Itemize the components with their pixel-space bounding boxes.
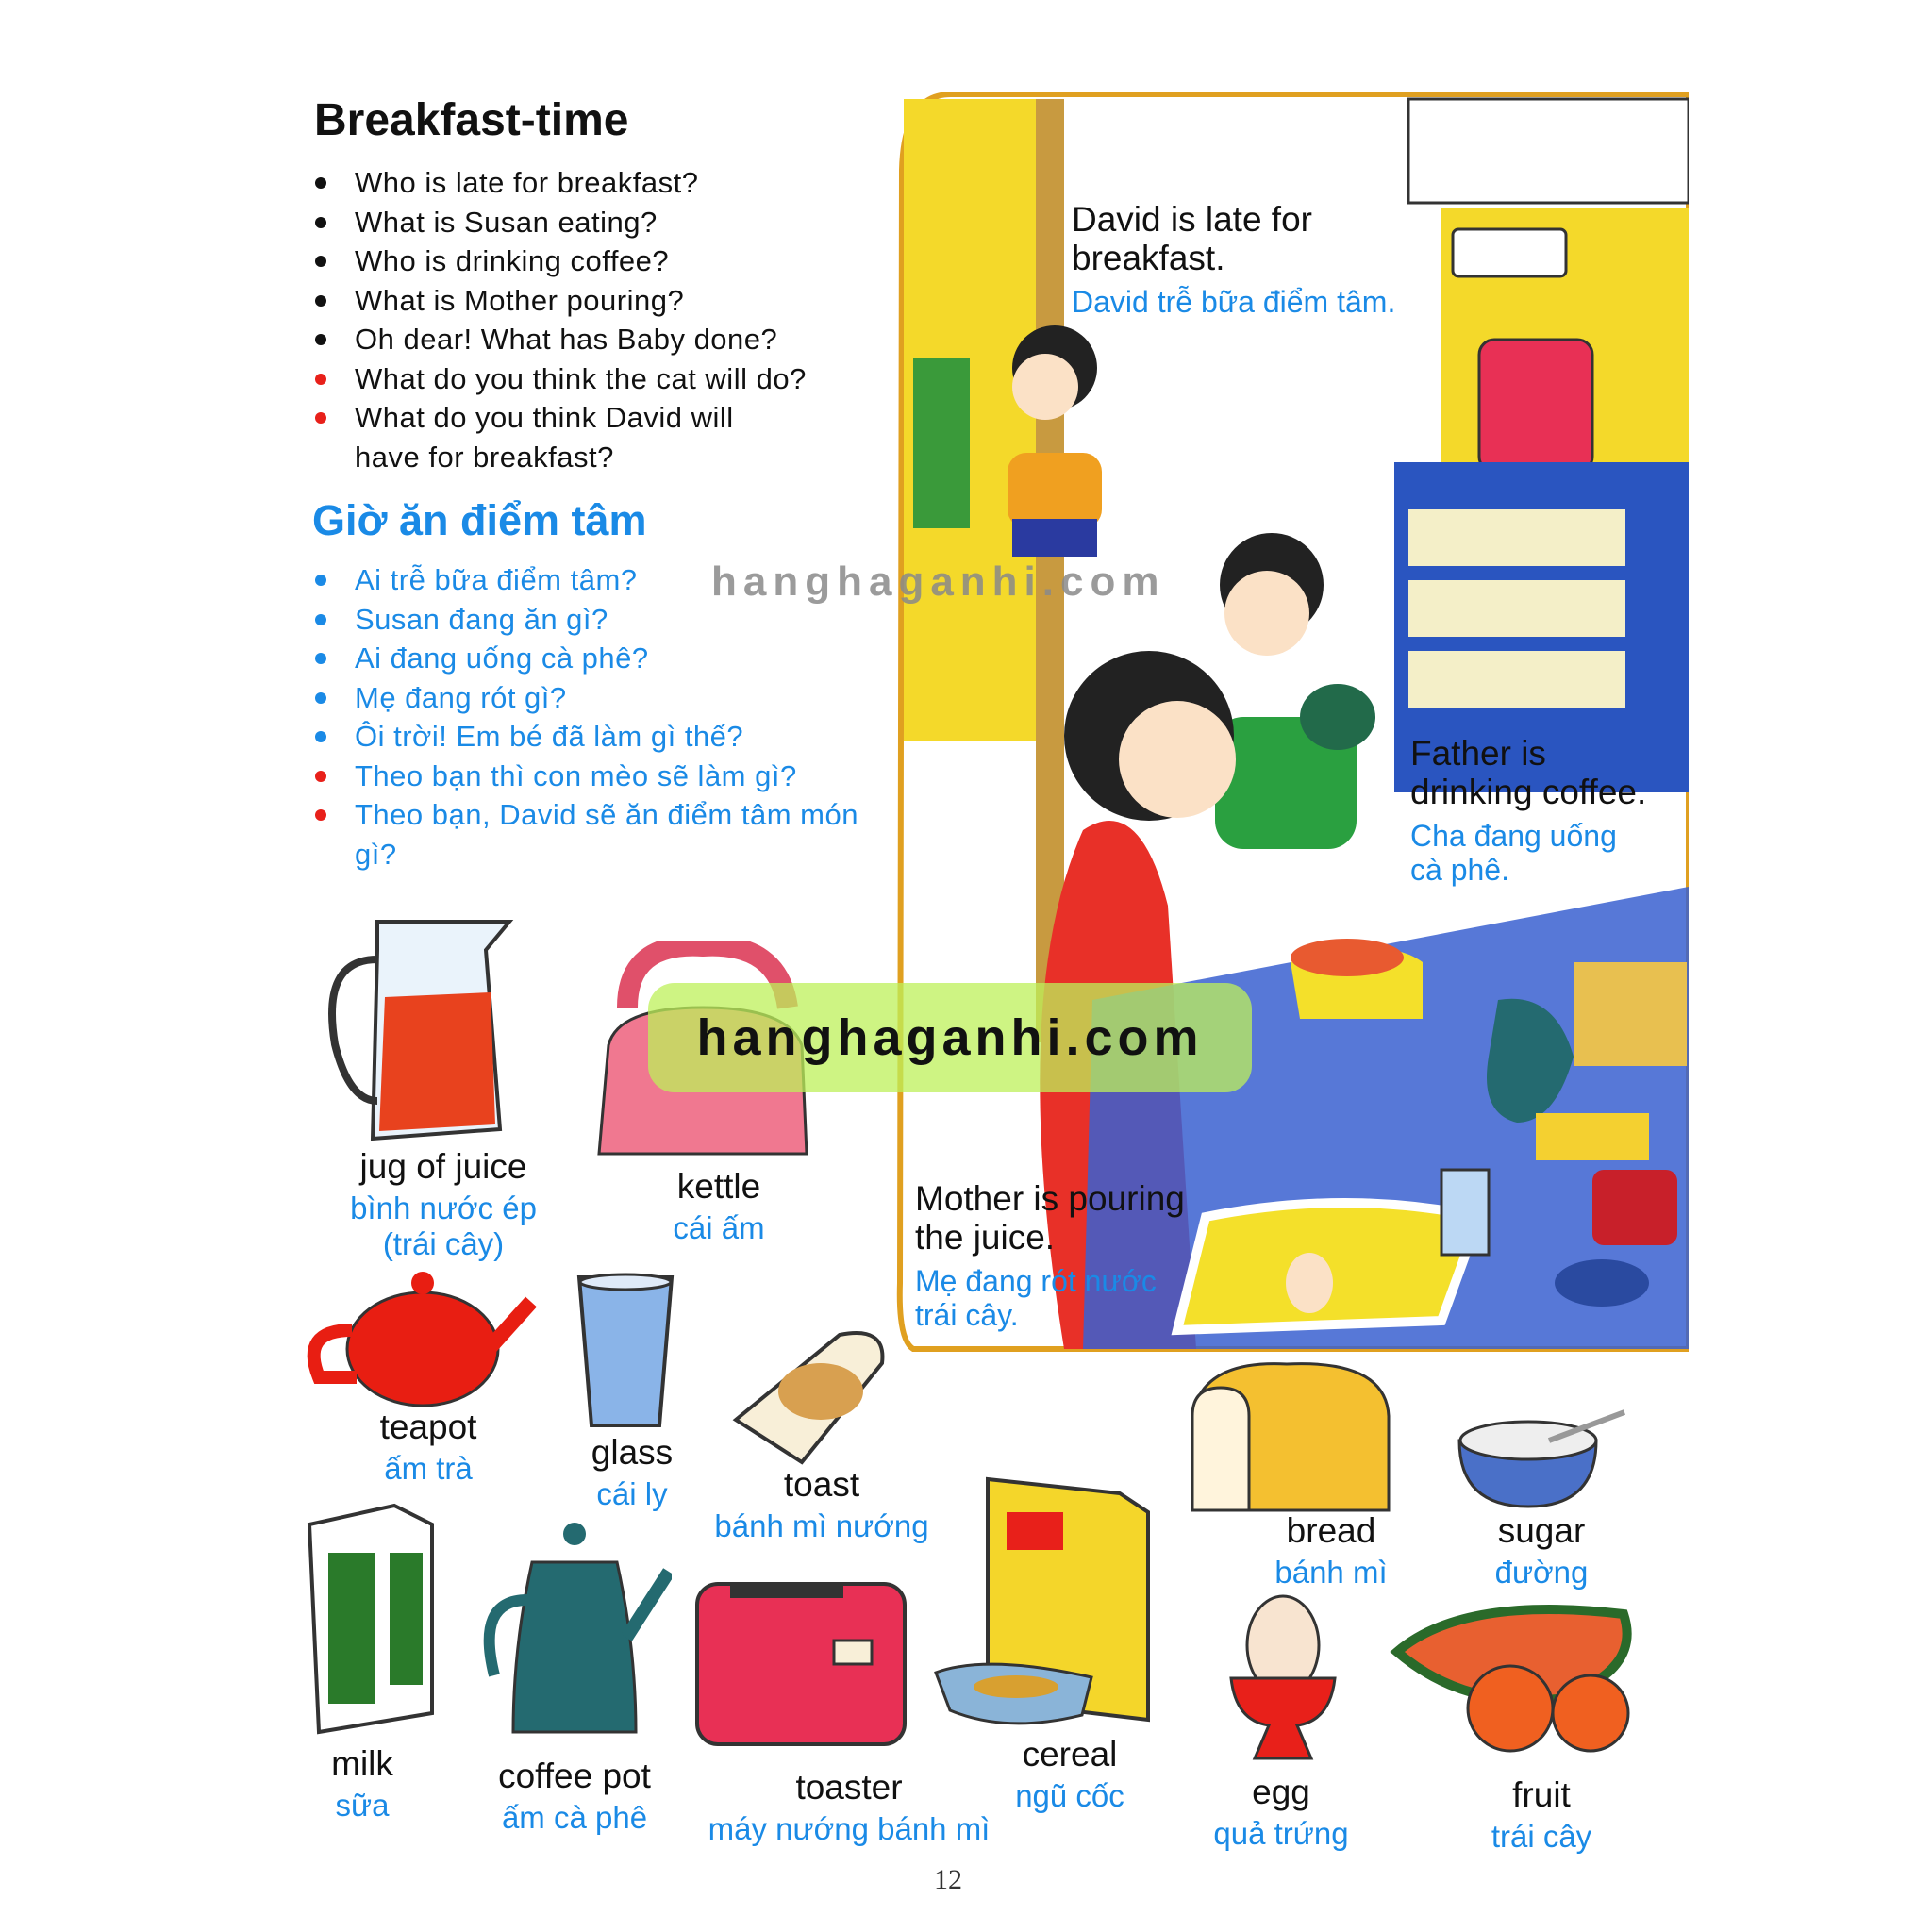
label-vn: máy nướng bánh mì bbox=[708, 1811, 991, 1846]
label-en: milk bbox=[331, 1744, 393, 1783]
item-label-jug bbox=[350, 1147, 537, 1262]
item-label-toast bbox=[714, 1465, 928, 1544]
sugar-bowl-in-scene bbox=[1555, 1259, 1649, 1307]
question-text: What is Mother pouring? bbox=[355, 283, 685, 317]
page-number: 12 bbox=[934, 1864, 962, 1895]
jug-of-juice-icon bbox=[321, 912, 522, 1142]
item-label-kettle bbox=[673, 1167, 764, 1246]
label-vn: bánh mì nướng bbox=[714, 1508, 929, 1543]
question-item bbox=[311, 203, 877, 242]
question-text: Ôi trời! Em bé đã làm gì thế? bbox=[355, 720, 744, 753]
caption-vn: Cha đang uống cà phê. bbox=[1410, 819, 1617, 887]
cereal-box-icon bbox=[931, 1474, 1158, 1728]
label-vn: bánh mì bbox=[1274, 1555, 1388, 1590]
toaster-in-scene bbox=[1479, 340, 1592, 472]
egg-icon bbox=[1226, 1589, 1339, 1763]
label-en: egg bbox=[1252, 1773, 1310, 1811]
label-en: glass bbox=[591, 1433, 674, 1472]
question-item bbox=[311, 398, 789, 476]
bullet-icon bbox=[315, 256, 326, 267]
item-label-sugar bbox=[1495, 1511, 1589, 1591]
question-text: Mẹ đang rót gì? bbox=[355, 680, 567, 714]
label-en: jug of juice bbox=[359, 1147, 527, 1186]
power-socket-icon bbox=[1453, 229, 1566, 276]
upper-cabinet bbox=[1408, 99, 1689, 203]
label-vn: ngũ cốc bbox=[1015, 1778, 1124, 1813]
toast-rack bbox=[1574, 962, 1687, 1066]
caption-vn: Mẹ đang rót nước trái cây. bbox=[915, 1264, 1157, 1332]
bullet-icon bbox=[315, 809, 326, 821]
glass-icon bbox=[575, 1273, 676, 1430]
label-vn: quả trứng bbox=[1213, 1816, 1349, 1851]
page-title-vn: Giờ ăn điểm tâm bbox=[312, 496, 647, 544]
bullet-icon bbox=[315, 412, 326, 424]
question-text: What do you think the cat will do? bbox=[355, 361, 807, 395]
label-en: coffee pot bbox=[498, 1757, 651, 1795]
bullet-icon bbox=[315, 614, 326, 625]
label-vn: cái ly bbox=[596, 1476, 668, 1511]
item-label-milk bbox=[331, 1744, 393, 1824]
item-label-egg bbox=[1213, 1773, 1348, 1852]
question-text: Theo bạn, David sẽ ăn điểm tâm món gì? bbox=[355, 798, 858, 871]
jam-jar bbox=[1592, 1170, 1677, 1245]
watermark-banner: hanghaganhi.com bbox=[648, 983, 1252, 1092]
coffee-mug bbox=[1300, 684, 1375, 750]
question-item bbox=[311, 678, 877, 718]
question-item bbox=[311, 717, 877, 757]
caption-en: Father is drinking coffee. bbox=[1410, 734, 1647, 811]
label-en: sugar bbox=[1497, 1511, 1586, 1550]
question-text: Ai trễ bữa điểm tâm? bbox=[355, 563, 638, 596]
question-text: Ai đang uống cà phê? bbox=[355, 641, 649, 675]
label-en: teapot bbox=[379, 1407, 477, 1446]
bullet-icon bbox=[315, 295, 326, 307]
caption-father bbox=[1410, 734, 1674, 887]
glass-in-scene bbox=[1441, 1170, 1489, 1255]
label-en: bread bbox=[1286, 1511, 1376, 1550]
question-item bbox=[311, 281, 877, 321]
question-item bbox=[311, 163, 877, 203]
bread-icon bbox=[1183, 1359, 1394, 1512]
bullet-icon bbox=[315, 374, 326, 385]
sugar-bowl-icon bbox=[1455, 1403, 1632, 1508]
questions-en bbox=[311, 163, 877, 476]
milk-carton-icon bbox=[300, 1496, 440, 1738]
question-text: Who is drinking coffee? bbox=[355, 244, 670, 277]
page-title: Breakfast-time bbox=[314, 95, 629, 145]
bullet-icon bbox=[315, 217, 326, 228]
label-en: cereal bbox=[1022, 1735, 1118, 1774]
butter bbox=[1536, 1113, 1649, 1160]
question-item bbox=[311, 795, 883, 874]
watermark-small: hanghaganhi.com bbox=[711, 558, 1166, 605]
label-en: kettle bbox=[676, 1167, 761, 1206]
item-label-toaster bbox=[708, 1768, 991, 1847]
label-vn: trái cây bbox=[1491, 1819, 1592, 1854]
question-text: Theo bạn thì con mèo sẽ làm gì? bbox=[355, 758, 797, 792]
label-vn: sữa bbox=[335, 1788, 390, 1823]
item-label-bread bbox=[1274, 1511, 1387, 1591]
towel bbox=[913, 358, 970, 528]
caption-vn: David trễ bữa điểm tâm. bbox=[1072, 285, 1396, 319]
question-item bbox=[311, 639, 877, 678]
bullet-icon bbox=[315, 177, 326, 189]
label-en: toast bbox=[783, 1465, 860, 1504]
item-label-teapot bbox=[380, 1407, 477, 1487]
caption-david bbox=[1072, 200, 1395, 319]
caption-en: Mother is pouring the juice. bbox=[915, 1179, 1185, 1257]
label-vn: bình nước ép bbox=[350, 1191, 537, 1225]
question-text: Susan đang ăn gì? bbox=[355, 602, 608, 636]
item-label-fruit bbox=[1491, 1775, 1591, 1855]
question-item bbox=[311, 359, 877, 399]
bullet-icon bbox=[315, 692, 326, 704]
question-text: What is Susan eating? bbox=[355, 205, 658, 239]
coffee-pot-icon bbox=[475, 1515, 672, 1744]
teapot-icon bbox=[300, 1264, 537, 1409]
caption-en: David is late for breakfast. bbox=[1072, 200, 1312, 277]
item-label-glass bbox=[591, 1433, 673, 1512]
bullet-icon bbox=[315, 575, 326, 586]
question-item bbox=[311, 242, 877, 281]
label-vn: (trái cây) bbox=[382, 1226, 505, 1261]
bullet-icon bbox=[315, 731, 326, 742]
fruit-icon bbox=[1388, 1595, 1636, 1757]
label-vn: ấm cà phê bbox=[501, 1800, 648, 1835]
label-en: toaster bbox=[795, 1768, 903, 1807]
bullet-icon bbox=[315, 334, 326, 345]
toaster-icon bbox=[692, 1574, 910, 1753]
question-item bbox=[311, 757, 877, 796]
question-item bbox=[311, 320, 877, 359]
label-vn: ấm trà bbox=[384, 1451, 473, 1486]
caption-mother bbox=[915, 1179, 1241, 1332]
label-en: fruit bbox=[1512, 1775, 1571, 1814]
label-vn: cái ấm bbox=[673, 1210, 765, 1245]
egg-in-scene bbox=[1286, 1253, 1333, 1313]
questions-vn bbox=[311, 560, 877, 874]
item-label-coffee-pot bbox=[498, 1757, 651, 1836]
label-vn: đường bbox=[1494, 1555, 1589, 1590]
toast-icon bbox=[726, 1325, 891, 1465]
bullet-icon bbox=[315, 653, 326, 664]
question-text: Oh dear! What has Baby done? bbox=[355, 323, 778, 356]
item-label-cereal bbox=[1015, 1735, 1124, 1814]
bullet-icon bbox=[315, 771, 326, 782]
question-text: Who is late for breakfast? bbox=[355, 166, 699, 199]
question-text: What do you think David will have for breakfast? bbox=[355, 401, 734, 474]
